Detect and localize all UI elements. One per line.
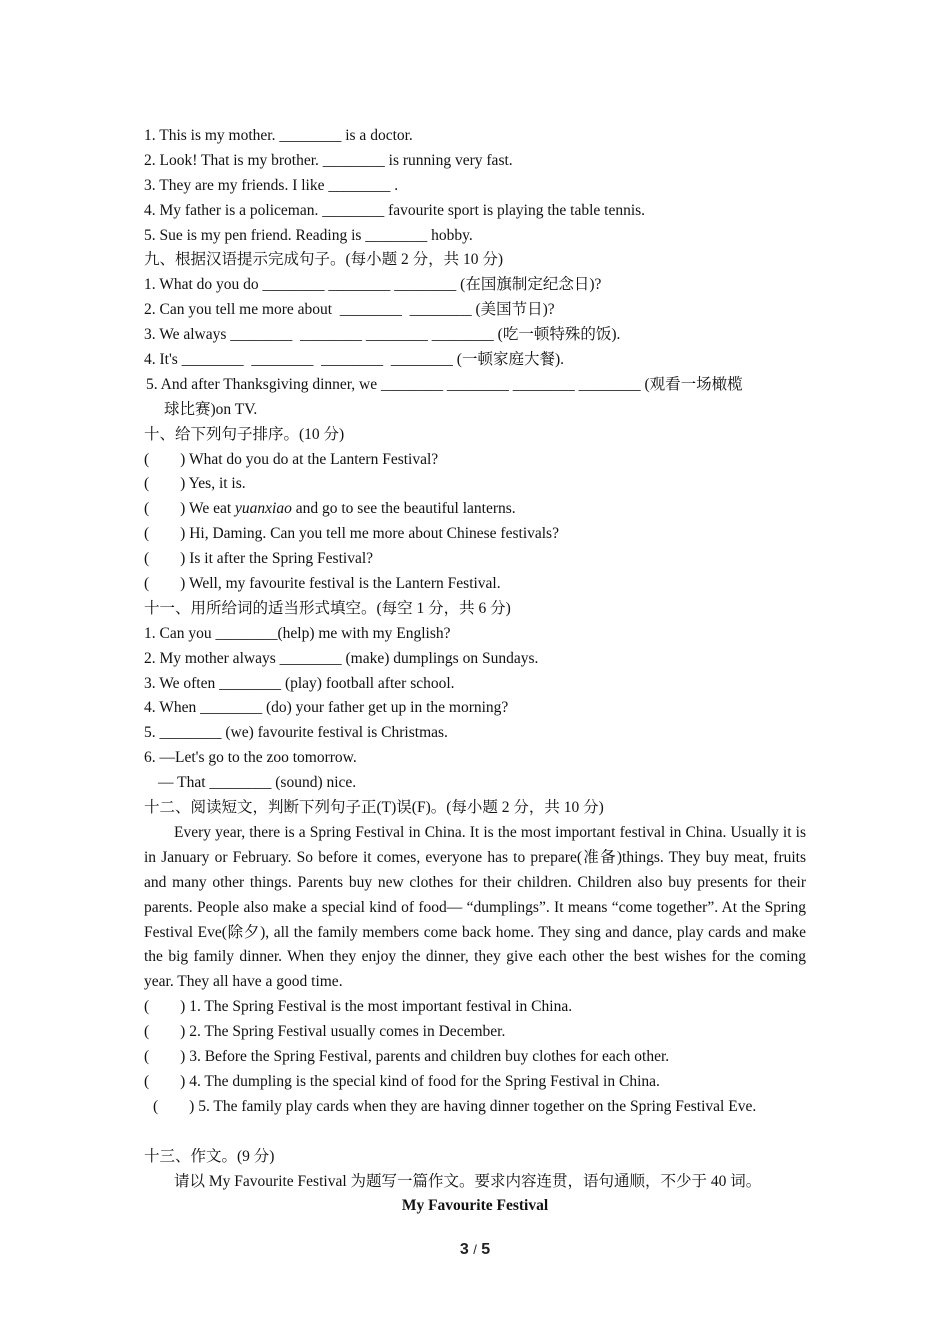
ordering-text-before: We eat (188, 500, 236, 518)
question-line: 1. This is my mother. ________ is a doctor. (144, 127, 413, 144)
answer-bracket: ( ) (144, 550, 186, 568)
section-heading: 十一、用所给词的适当形式填空。(每空 1 分，共 6 分) (144, 599, 511, 617)
reading-passage: Every year, there is a Spring Festival in China. It is the most important festival in China. Usually it is in January or February. So before it comes, everyone has to prepare(准备)things. They buy meat, fruits and many other things. Parents buy new clothes for their children. Children also buy presents for their parents. People also make a special kind of food— “dumplings”. It means “come together”. At the Spring Festival Eve(除夕), all the family members come back home. They sing and dance, play cards and make the big family dinner. When they enjoy the dinner, they give each other the best wishes for the coming year. They all have a good time. (144, 823, 806, 991)
ordering-item (144, 497, 806, 522)
section-heading: 十、给下列句子排序。(10 分) (144, 425, 345, 443)
answer-bracket: ( ) (144, 1072, 186, 1090)
ordering-text: What do you do at the Lantern Festival? (188, 450, 439, 468)
answer-bracket: ( ) (153, 1097, 195, 1115)
worksheet-page (144, 124, 806, 1219)
judgement-item (144, 995, 806, 1020)
ordering-item (144, 448, 806, 473)
judgement-text: 5. The family play cards when they are having dinner together on the Spring Festival Eve. (198, 1097, 757, 1115)
spacer (144, 1120, 806, 1145)
question-line: 2. Look! That is my brother. ________ is running very fast. (144, 151, 513, 169)
ordering-text: Is it after the Spring Festival? (189, 550, 374, 568)
section-heading: 九、根据汉语提示完成句子。(每小题 2 分，共 10 分) (144, 251, 504, 269)
ordering-text-after: and go to see the beautiful lanterns. (291, 500, 516, 518)
answer-bracket: ( ) (144, 450, 186, 468)
question-line: 5. And after Thanksgiving dinner, we ________ ________ ________ ________ (观看一场橄榄 (146, 375, 743, 393)
question-line: 1. What do you do ________ ________ ________ (在国旗制定纪念日)? (144, 276, 602, 294)
judgement-text: 4. The dumpling is the special kind of food for the Spring Festival in China. (189, 1072, 660, 1090)
ordering-text-italic: yuanxiao (235, 500, 292, 518)
question-line: 3. We often ________ (play) football after school. (144, 674, 455, 692)
judgement-item (144, 1070, 806, 1095)
page-number (0, 1241, 950, 1259)
judgement-text: 3. Before the Spring Festival, parents and children buy clothes for each other. (189, 1048, 670, 1066)
answer-bracket: ( ) (144, 1048, 186, 1066)
total-pages: 5 (481, 1241, 491, 1258)
judgement-item (144, 1020, 806, 1045)
judgement-text: 2. The Spring Festival usually comes in December. (189, 1023, 506, 1041)
section-heading: 十二、阅读短文，判断下列句子正(T)误(F)。(每小题 2 分，共 10 分) (144, 799, 604, 817)
answer-bracket: ( ) (144, 500, 186, 518)
judgement-item (144, 1045, 806, 1070)
question-line: 4. It's ________ ________ ________ ________ (一顿家庭大餐). (144, 351, 564, 369)
answer-bracket: ( ) (144, 525, 186, 543)
judgement-text: 1. The Spring Festival is the most important festival in China. (189, 998, 573, 1016)
question-line: 2. Can you tell me more about ________ ________ (美国节日)? (144, 301, 555, 319)
answer-bracket: ( ) (144, 475, 186, 493)
question-line: 3. They are my friends. I like ________ . (144, 176, 399, 194)
question-line: 4. My father is a policeman. ________ favourite sport is playing the table tennis. (144, 201, 646, 219)
judgement-item (144, 1095, 806, 1120)
ordering-item (144, 547, 806, 572)
writing-instruction: 请以 My Favourite Festival 为题写一篇作文。要求内容连贯，语句通顺，不少于 40 词。 (174, 1172, 762, 1190)
question-line: 2. My mother always ________ (make) dumplings on Sundays. (144, 649, 539, 667)
section-heading: 十三、作文。(9 分) (144, 1147, 275, 1165)
question-line: 3. We always ________ ________ ________ ________ (吃一顿特殊的饭). (144, 326, 621, 344)
question-line: 1. Can you ________(help) me with my English? (144, 624, 451, 642)
page-separator: / (473, 1242, 477, 1257)
answer-bracket: ( ) (144, 575, 186, 593)
ordering-item (144, 572, 806, 597)
ordering-text: Yes, it is. (188, 475, 246, 493)
answer-bracket: ( ) (144, 998, 186, 1016)
question-line: 6. —Let's go to the zoo tomorrow. (144, 749, 357, 767)
ordering-item (144, 472, 806, 497)
question-line: 4. When ________ (do) your father get up in the morning? (144, 699, 509, 717)
ordering-item (144, 522, 806, 547)
current-page: 3 (459, 1241, 469, 1258)
question-line: 5. ________ (we) favourite festival is Christmas. (144, 724, 448, 742)
answer-bracket: ( ) (144, 1023, 186, 1041)
essay-title: My Favourite Festival (401, 1197, 549, 1215)
ordering-text: Hi, Daming. Can you tell me more about Chinese festivals? (189, 525, 559, 543)
question-line: 5. Sue is my pen friend. Reading is ________ hobby. (144, 226, 473, 244)
question-line-continued: 球比赛)on TV. (164, 400, 258, 418)
ordering-text: Well, my favourite festival is the Lantern Festival. (188, 575, 501, 593)
question-line-reply: — That ________ (sound) nice. (158, 774, 357, 792)
